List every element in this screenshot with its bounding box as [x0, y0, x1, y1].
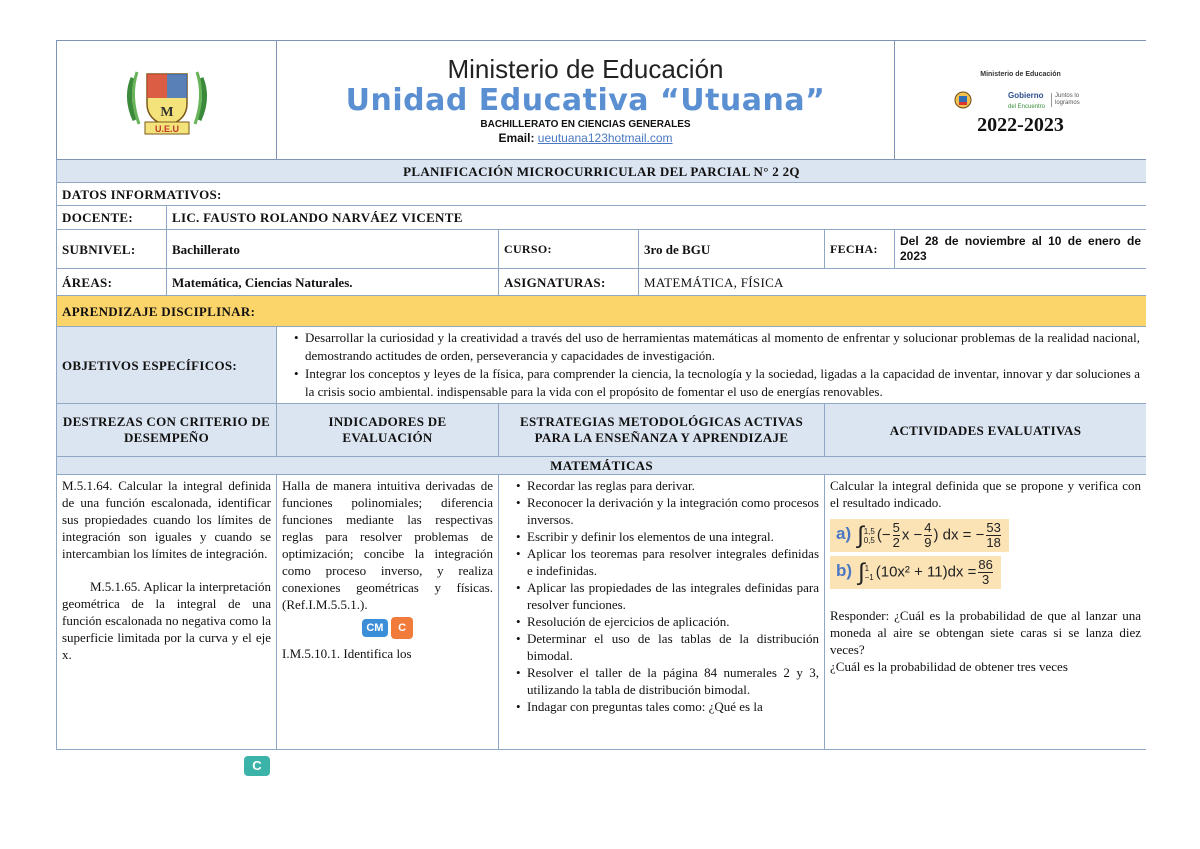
teacher-row: [57, 206, 1147, 230]
email-label: Email:: [498, 131, 535, 145]
col-strategies: ESTRATEGIAS METODOLÓGICAS ACTIVAS PARA LA ENSEÑANZA Y APRENDIZAJE: [499, 404, 825, 457]
activities-intro: Calcular la integral definida que se propone y verifica con el resultado indicado.: [830, 478, 1141, 510]
strategy-item: • Reconocer la derivación y la integración como procesos inversos.: [527, 494, 819, 528]
school-year: 2022-2023: [977, 114, 1064, 136]
strategy-item: • Resolución de ejercicios de aplicación.: [527, 613, 819, 630]
objective-item: • Desarrollar la curiosidad y la creatividad a través del uso de herramientas matemáticas al momento de enfrentar y solucionar problemas de la realidad nacional, demostrando actitudes de orden, perseverancia y capacidades de investigación.: [305, 329, 1140, 365]
sublevel-row: [57, 230, 1147, 269]
learning-row: [57, 296, 1147, 327]
c-badge-icon: C: [391, 617, 413, 639]
strategy-item: • Indagar con preguntas tales como: ¿Qué es la: [527, 698, 819, 715]
objective-item: • Integrar los conceptos y leyes de la física, para comprender la ciencia, la tecnología y la sociedad, ligadas a la capacidad de inventar, innovar y dar soluciones a la crisis socio ambiental. indispensable para la vida con el propósito de fomentar el uso de energías renovables.: [305, 365, 1140, 401]
subjects-label: ASIGNATURAS:: [499, 269, 639, 296]
cm-badge-icon: CM: [362, 619, 388, 637]
learning-label: APRENDIZAJE DISCIPLINAR:: [57, 296, 1147, 327]
strategy-item: • Determinar el uso de las tablas de la distribución bimodal.: [527, 630, 819, 664]
header-row: [57, 41, 1147, 160]
date-value: Del 28 de noviembre al 10 de enero de 2023: [895, 230, 1147, 269]
info-section-row: [57, 183, 1147, 206]
course-value: 3ro de BGU: [639, 230, 825, 269]
subject-band-row: [57, 457, 1147, 475]
planning-document: [56, 40, 1146, 849]
strategy-item: • Aplicar los teoremas para resolver integrales definidas e indefinidas.: [527, 545, 819, 579]
equation-b: b) ∫ 1 −1 (10x² + 11)dx = $\frac{86}{3}$: [830, 556, 1141, 589]
strategies-list: [515, 477, 819, 715]
col-indicators: INDICADORES DE EVALUACIÓN: [277, 404, 499, 457]
course-label: CURSO:: [499, 230, 639, 269]
logo-caption: U.E.U: [154, 124, 179, 134]
sublevel-value: Bachillerato: [167, 230, 499, 269]
skill-1: M.5.1.64. Calcular la integral definida de una función escalonada, identificar sus propiedades cuando los límites de integración son iguales y cuando se intercambian los límites de integración.: [62, 478, 271, 561]
strategy-item: • Resolver el taller de la página 84 numerales 2 y 3, utilizando la tabla de distribución bimodal.: [527, 664, 819, 698]
indicator-badges: [282, 617, 493, 639]
teacher-label: DOCENTE:: [57, 206, 167, 230]
subject-band: MATEMÁTICAS: [57, 457, 1147, 475]
ministry-title: Ministerio de Educación: [447, 54, 724, 84]
objectives-content: [277, 327, 1147, 404]
government-brand: Gobierno del Encuentro: [1007, 90, 1046, 110]
areas-label: ÁREAS:: [57, 269, 167, 296]
strategy-item: • Aplicar las propiedades de las integrales definidas para resolver funciones.: [527, 579, 819, 613]
strategy-item: • Escribir y definir los elementos de una integral.: [527, 528, 819, 545]
info-section-label: DATOS INFORMATIVOS:: [57, 183, 1147, 206]
ecuador-shield-icon: [952, 89, 974, 111]
email-link[interactable]: ueutuana123hotmail.com: [537, 131, 673, 145]
areas-value: Matemática, Ciencias Naturales.: [167, 269, 499, 296]
indicators-cell: [277, 475, 499, 750]
planning-title-row: [57, 160, 1147, 183]
ministry-logo-cell: [895, 41, 1147, 160]
school-name: Unidad Educativa “Utuana”: [345, 83, 826, 118]
indicator-2: I.M.5.10.1. Identifica los: [282, 646, 412, 661]
header-title-cell: [277, 41, 895, 160]
objectives-row: [57, 327, 1147, 404]
objectives-label: OBJETIVOS ESPECÍFICOS:: [57, 327, 277, 404]
skills-cell: [57, 475, 277, 750]
col-skills: DESTREZAS CON CRITERIO DE DESEMPEÑO: [57, 404, 277, 457]
activity-question-1: Responder: ¿Cuál es la probabilidad de que al lanzar una moneda al aire se obtengan siete caras si se lanza diez veces?: [830, 608, 1141, 657]
email-line: [277, 131, 894, 146]
skill-2: M.5.1.65. Aplicar la interpretación geométrica de la integral de una función escalonada no negativa como la superficie limitada por la curva y el eje x.: [62, 579, 271, 662]
subjects-value: MATEMÁTICA, FÍSICA: [639, 269, 1147, 296]
activities-cell: [825, 475, 1147, 750]
content-row: [57, 475, 1147, 750]
svg-text:M: M: [159, 105, 174, 120]
column-headers-row: [57, 404, 1147, 457]
right-ministry-label: Ministerio de Educación: [980, 71, 1061, 78]
government-slogan: Juntos lo logramos: [1051, 93, 1089, 107]
strategies-cell: [499, 475, 825, 750]
planning-table: [56, 40, 1146, 750]
areas-row: [57, 269, 1147, 296]
sublevel-label: SUBNIVEL:: [57, 230, 167, 269]
col-activities: ACTIVIDADES EVALUATIVAS: [825, 404, 1147, 457]
government-logos: [895, 89, 1146, 111]
school-logo-cell: [57, 41, 277, 160]
indicator-1: Halla de manera intuitiva derivadas de funciones polinomiales; diferencia funciones mediante las respectivas reglas para resolver problemas de optimización; concibe la integración como proceso inverso, y realiza conexiones geométricas y físicas. (Ref.I.M.5.5.1.).: [282, 478, 493, 612]
date-label: FECHA:: [825, 230, 895, 269]
planning-title: PLANIFICACIÓN MICROCURRICULAR DEL PARCIAL N° 2 2Q: [57, 160, 1147, 183]
activity-question-2: ¿Cuál es la probabilidad de obtener tres veces: [830, 659, 1068, 674]
objectives-list: [293, 329, 1140, 401]
school-crest-icon: [115, 58, 219, 138]
teacher-value: LIC. FAUSTO ROLANDO NARVÁEZ VICENTE: [167, 206, 1147, 230]
program-name: BACHILLERATO EN CIENCIAS GENERALES: [480, 119, 691, 130]
c-badge-teal-icon: C: [244, 756, 270, 776]
strategy-item: • Recordar las reglas para derivar.: [527, 477, 819, 494]
equation-a: a) ∫ 1,5 0,5 (− $\frac{5}{2}$ x − $\frac{4}{9}$ ) dx = − $\frac{53}{18}$: [830, 519, 1141, 552]
